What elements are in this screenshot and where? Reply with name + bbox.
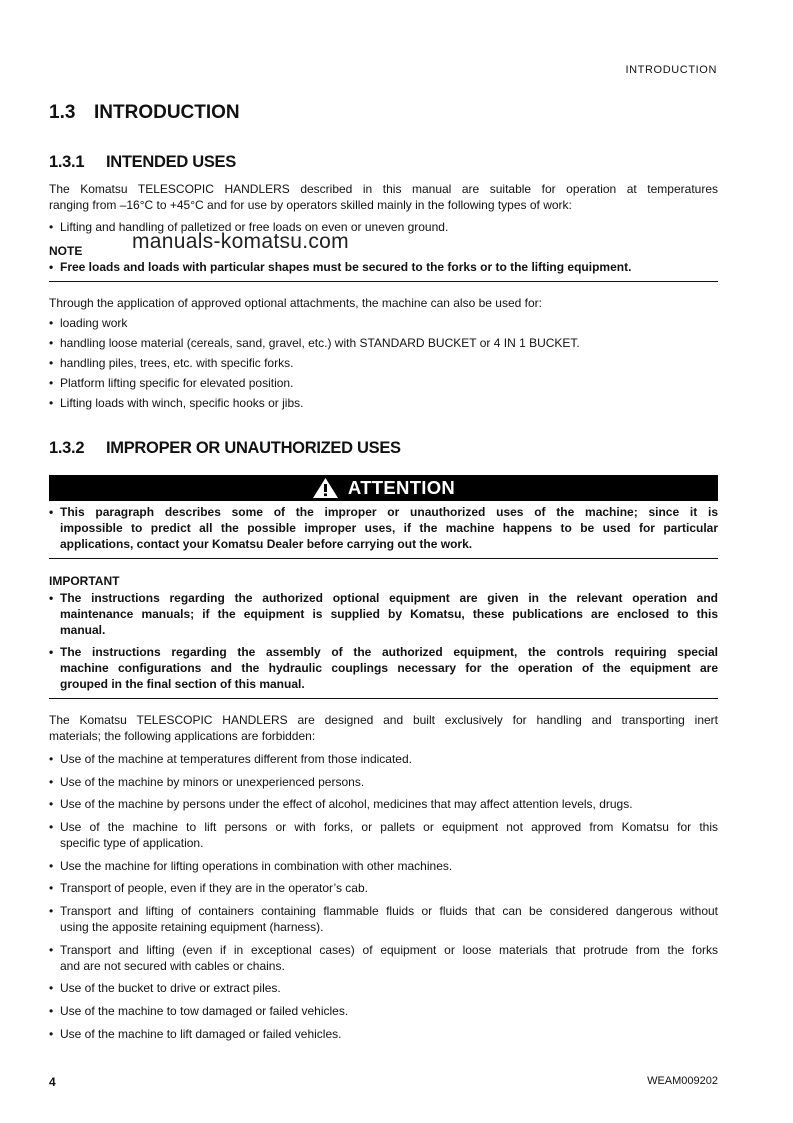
text-line: • Transport and lifting of containers containing flammable fluids or fluids that can be considered dangerous without	[60, 904, 718, 918]
important-item	[49, 590, 718, 638]
section-title	[49, 101, 240, 125]
attention-text	[49, 504, 718, 552]
text-line: • Use the machine for lifting operations in combination with other machines.	[60, 859, 453, 873]
warning-icon	[312, 477, 339, 499]
list-item: • Platform lifting specific for elevated position.	[49, 375, 718, 391]
running-header: INTRODUCTION	[625, 64, 717, 76]
text-line: materials; the following applications are forbidden:	[49, 729, 316, 743]
divider	[49, 698, 718, 699]
list-item: • handling loose material (cereals, sand, gravel, etc.) with STANDARD BUCKET or 4 IN 1 BUCKET.	[49, 335, 718, 351]
list-item: • loading work	[49, 315, 718, 331]
document-code: WEAM009202	[647, 1075, 718, 1087]
list-item	[49, 1026, 718, 1042]
subsection-number: 1.3.2	[49, 439, 85, 457]
subsection-number: 1.3.1	[49, 153, 85, 171]
paragraph-line: The Komatsu TELESCOPIC HANDLERS described in this manual are suitable for operation at temperatures	[49, 182, 718, 196]
text-line: • Transport and lifting (even if in exceptional cases) of equipment or loose materials that protrude from the forks	[60, 943, 718, 957]
watermark: manuals-komatsu.com	[132, 230, 349, 253]
section-number: 1.3	[49, 102, 76, 123]
text-line: • Transport of people, even if they are in the operator’s cab.	[60, 881, 368, 895]
list-item: • handling piles, trees, etc. with specific forks.	[49, 355, 718, 371]
list-item	[49, 819, 718, 851]
text-line: • Use of the machine to tow damaged or failed vehicles.	[60, 1004, 349, 1018]
text-line: • The instructions regarding the authorized optional equipment are given in the relevant operation and	[60, 591, 718, 605]
paragraph-line: ranging from –16°C to +45°C and for use by operators skilled mainly in the following types of work:	[49, 198, 572, 212]
text-line: maintenance manuals; if the equipment is supplied by Komatsu, these publications are enclosed to this	[60, 607, 718, 621]
text-line: grouped in the final section of this manual.	[60, 677, 305, 691]
list-item	[49, 942, 718, 974]
text-line: using the apposite retaining equipment (harness).	[60, 920, 324, 934]
list-item	[49, 751, 718, 767]
important-item	[49, 644, 718, 692]
text-line: applications, contact your Komatsu Dealer before carrying out the work.	[60, 537, 473, 551]
text-line: The Komatsu TELESCOPIC HANDLERS are designed and built exclusively for handling and transporting inert	[49, 713, 718, 727]
subsection-heading-intended	[49, 152, 236, 172]
text-line: • Use of the bucket to drive or extract piles.	[60, 981, 281, 995]
text-line: manual.	[60, 623, 106, 637]
section-title-text: INTRODUCTION	[94, 102, 240, 123]
text-line: • Use of the machine at temperatures different from those indicated.	[60, 752, 412, 766]
list-item	[49, 1003, 718, 1019]
list-item	[49, 980, 718, 996]
list-item	[49, 774, 718, 790]
list-item: • Lifting and handling of palletized or free loads on even or uneven ground.	[49, 219, 718, 235]
list-item	[49, 880, 718, 896]
attention-banner	[49, 475, 718, 501]
text-line: • Use of the machine to lift persons or with forks, or pallets or equipment not approved from Komatsu for this	[60, 820, 718, 834]
intended-paragraph	[49, 181, 718, 213]
subsection-heading-text: INTENDED USES	[106, 153, 236, 171]
page-number: 4	[49, 1075, 56, 1089]
subsection-heading-text: IMPROPER OR UNAUTHORIZED USES	[106, 439, 401, 457]
note-label: NOTE	[49, 244, 83, 258]
text-line: • Use of the machine by minors or unexperienced persons.	[60, 775, 365, 789]
text-line: • The instructions regarding the assembly of the authorized equipment, the controls requiring special	[60, 645, 718, 659]
forbidden-intro	[49, 712, 718, 744]
list-item: • Lifting loads with winch, specific hooks or jibs.	[49, 395, 718, 411]
note-text: • Free loads and loads with particular shapes must be secured to the forks or to the lifting equipment.	[49, 259, 718, 275]
text-line: • Use of the machine to lift damaged or failed vehicles.	[60, 1027, 342, 1041]
subsection-heading-improper	[49, 438, 401, 458]
text-line: • This paragraph describes some of the improper or unauthorized uses of the machine; since it is	[60, 505, 718, 519]
divider	[49, 558, 718, 559]
attention-label: ATTENTION	[347, 477, 456, 498]
text-line: machine configurations and the hydraulic couplings necessary for the operation of the equipment are	[60, 661, 718, 675]
divider	[49, 281, 718, 282]
list-item	[49, 858, 718, 874]
important-label: IMPORTANT	[49, 574, 120, 588]
optional-intro: Through the application of approved optional attachments, the machine can also be used for:	[49, 296, 542, 310]
list-item	[49, 796, 718, 812]
text-line: specific type of application.	[60, 836, 204, 850]
text-line: impossible to predict all the possible improper uses, if the machine happens to be used for particular	[60, 521, 718, 535]
text-line: and are not secured with cables or chains.	[60, 959, 285, 973]
list-item	[49, 903, 718, 935]
text-line: • Use of the machine by persons under the effect of alcohol, medicines that may affect attention levels, drugs.	[60, 797, 633, 811]
